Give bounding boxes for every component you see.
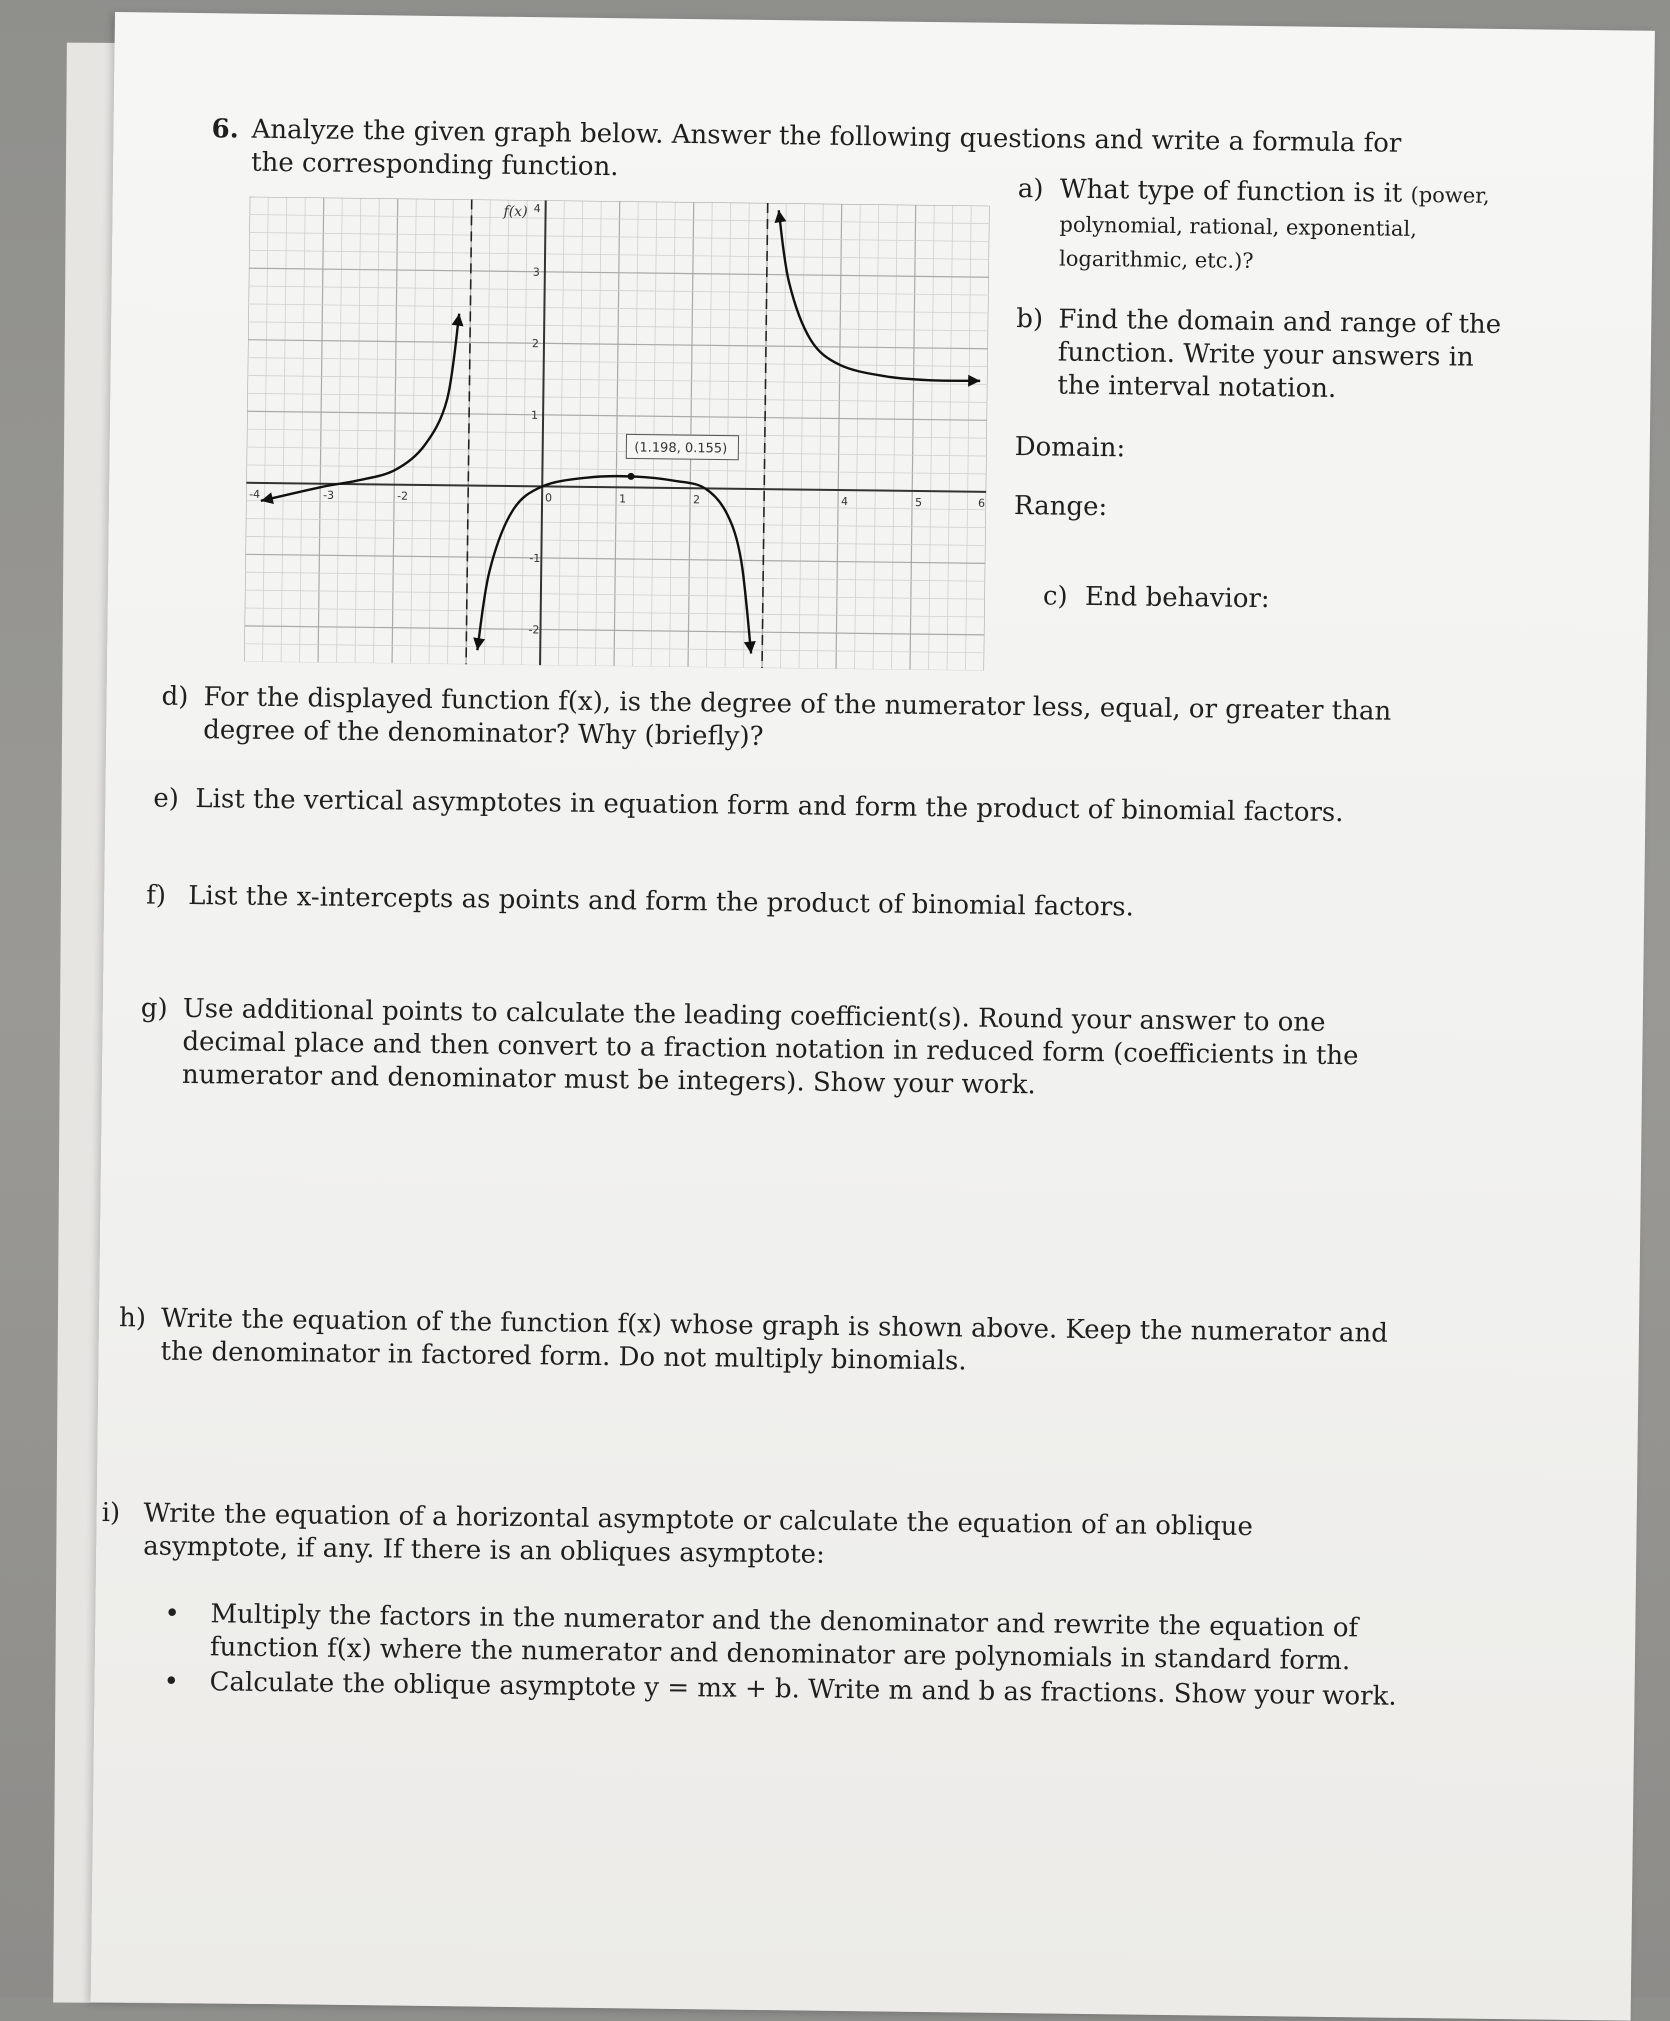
question-c: [1042, 580, 1443, 615]
x-tick-label: 2: [693, 493, 701, 507]
question-e-label: e): [153, 783, 180, 814]
question-b: [1016, 303, 1517, 404]
x-tick-label: 6: [977, 496, 986, 510]
y-tick-label: 1: [531, 408, 539, 422]
question-i: [101, 1497, 1422, 1570]
y-tick-label: -2: [528, 623, 540, 637]
problem-text: Analyze the given graph below. Answer the following questions and write a formula for the corresponding function.: [250, 114, 1402, 183]
question-e-text: List the vertical asymptotes in equation form and form the product of binomial factors.: [195, 784, 1344, 829]
x-tick-label: -2: [397, 489, 409, 503]
question-a-label: a): [1017, 174, 1044, 205]
question-g-label: g): [140, 993, 168, 1024]
y-axis-label: f(x): [503, 203, 528, 221]
question-i-text: Write the equation of a horizontal asymptote or calculate the equation of an oblique asymptote, if any. If there is an obliques asymptote:: [143, 1498, 1254, 1570]
graph-svg: [244, 197, 990, 671]
worksheet-page: [91, 12, 1655, 2021]
question-a-body: [1059, 174, 1518, 282]
problem-number: 6.: [211, 114, 239, 145]
question-i-bullets: [159, 1598, 1420, 1716]
question-i-label: i): [101, 1497, 121, 1529]
y-tick-label: 3: [532, 265, 540, 279]
question-c-label: c): [1042, 581, 1068, 612]
function-graph: [244, 197, 990, 671]
question-d-text: For the displayed function f(x), is the degree of the numerator less, equal, or greater than degree of the denominator? Why (briefly)?: [203, 682, 1392, 752]
x-tick-label: 1: [619, 492, 627, 506]
question-h-text: Write the equation of the function f(x) whose graph is shown above. Keep the numerator and the denominator in factored form. Do not multiply binomials.: [160, 1303, 1389, 1377]
bullet-item: [160, 1598, 1421, 1679]
question-d: [161, 681, 1392, 752]
question-f-text: List the x-intercepts as points and form the product of binomial factors.: [188, 880, 1135, 923]
y-tick-label: 4: [533, 202, 541, 216]
question-h-label: h): [118, 1303, 147, 1334]
x-tick-label: 5: [914, 495, 923, 510]
question-a-text: What type of function is it: [1059, 174, 1403, 209]
question-h: [118, 1302, 1419, 1377]
range-label: Range:: [1013, 491, 1108, 523]
domain-label: Domain:: [1014, 432, 1126, 464]
x-tick-label: -3: [323, 488, 335, 502]
bullet-dot: •: [163, 1666, 180, 1697]
bullet-dot: •: [164, 1598, 180, 1629]
bullet-text-1: Multiply the factors in the numerator and the denominator and rewrite the equation of function f(x) where the numerator and denominator are polynomials in standard form.: [209, 1599, 1359, 1677]
x-tick-label: -4: [249, 487, 261, 501]
question-g: [140, 992, 1421, 1101]
question-f-label: f): [146, 880, 167, 911]
x-tick-label: 0: [545, 491, 553, 505]
bullet-text-2: Calculate the oblique asymptote y = mx + b. Write m and b as fractions. Show your work.: [209, 1667, 1397, 1712]
question-e: [153, 783, 1404, 829]
question-g-text: Use additional points to calculate the leading coefficient(s). Round your answer to one decimal place and then convert to a fraction notation in reduced form (coefficients in the numerator and denominator must be integers). Show your work.: [181, 993, 1359, 1101]
question-f: [146, 879, 1396, 923]
question-b-text: Find the domain and range of the function. Write your answers in the interval notation.: [1057, 304, 1502, 404]
y-tick-label: -1: [529, 551, 541, 565]
question-a-options: (power, polynomial, rational, exponential, logarithmic, etc.)?: [1058, 182, 1490, 273]
x-tick-label: 4: [840, 495, 849, 509]
question-d-label: d): [161, 681, 189, 712]
question-c-text: End behavior:: [1084, 581, 1270, 615]
question-b-label: b): [1016, 304, 1044, 335]
problem-heading: [211, 113, 1411, 183]
y-tick-label: 2: [531, 337, 540, 351]
annotation-label: (1.198, 0.155): [634, 440, 728, 457]
